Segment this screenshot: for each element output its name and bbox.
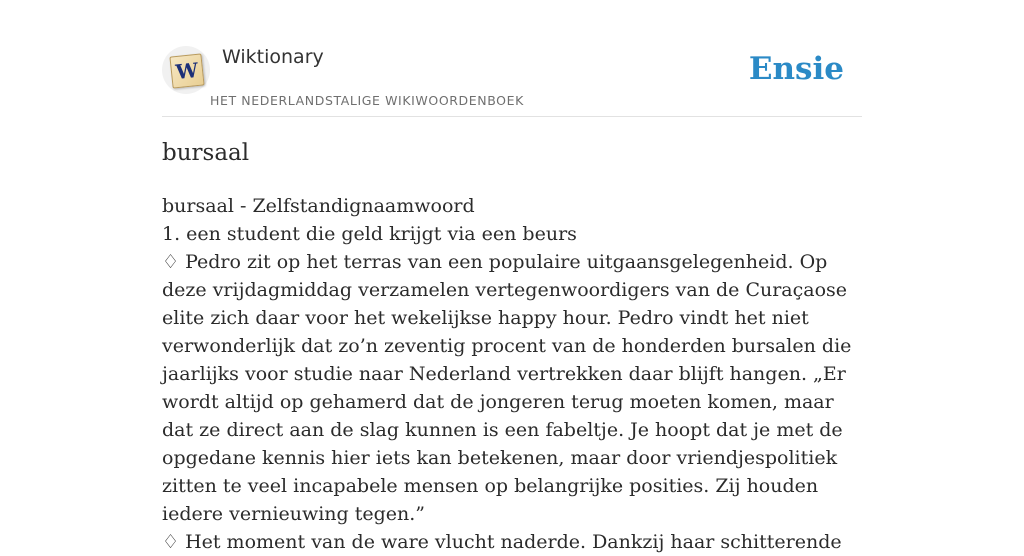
part-of-speech-line: bursaal - Zelfstandignaamwoord — [162, 195, 475, 217]
page-title: bursaal — [162, 140, 250, 166]
example-sentence: ♢ Het moment van de ware vlucht naderde. Dankzij haar schitterende — [162, 531, 842, 553]
site-subtitle: HET NEDERLANDSTALIGE WIKIWOORDENBOEK — [210, 93, 524, 108]
logo-letter: W — [174, 57, 200, 85]
definition-line: 1. een student die geld krijgt via een beurs — [162, 223, 577, 245]
header — [162, 0, 862, 117]
ensie-brand-link[interactable]: Ensie — [748, 51, 844, 87]
wiktionary-logo[interactable] — [162, 46, 210, 94]
page — [162, 0, 862, 553]
entry-content — [162, 192, 862, 556]
logo-tile-icon — [169, 53, 204, 88]
example-sentence: ♢ Pedro zit op het terras van een populaire uitgaansgelegenheid. Op deze vrijdagmiddag verzamelen vertegenwoordigers van de Curaçaose elite zich daar voor het wekelijkse happy hour. Pedro vindt het niet verwonderlijk dat zo’n zeventig procent van de honderden bursalen die jaarlijks voor studie naar Nederland vertrekken daar blijft hangen. „Er wordt altijd op gehamerd dat de jongeren terug moeten komen, maar dat ze direct aan de slag kunnen is een fabeltje. Je hoopt dat je met de opgedane kennis hier iets kan betekenen, maar door vriendjespolitiek zitten te veel incapabele mensen op belangrijke posities. Zij houden iedere vernieuwing tegen.” — [162, 251, 852, 525]
site-title[interactable]: Wiktionary — [222, 46, 324, 68]
